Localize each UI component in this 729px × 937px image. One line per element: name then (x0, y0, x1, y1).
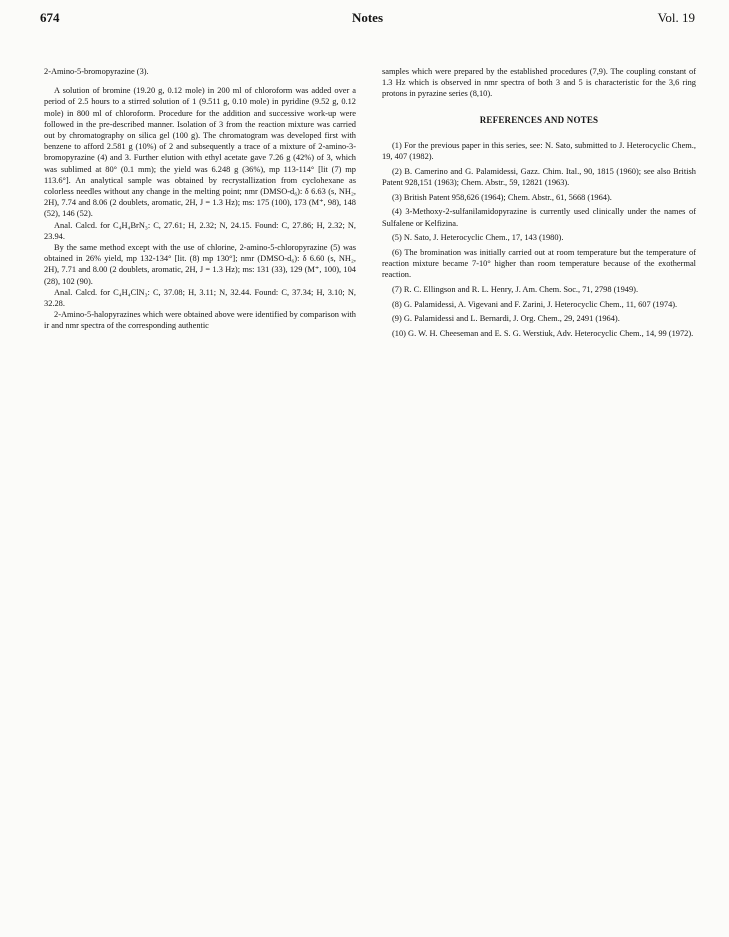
reference-item: (7) R. C. Ellingson and R. L. Henry, J. Am. Chem. Soc., 71, 2798 (1949). (392, 285, 639, 295)
paragraph-analysis-bromo: Anal. Calcd. for C₄H₄BrN₃: C, 27.61; H, 2.32; N, 24.15. Found: C, 27.86; H, 2.32; N, 23.94. (44, 220, 356, 241)
reference-item: (1) For the previous paper in this series, see: N. Sato, submitted to J. Heterocyclic Chem., 19, 407 (1982). (382, 140, 696, 162)
reference-item: (2) B. Camerino and G. Palamidessi, Gazz. Chim. Ital., 90, 1815 (1960); see also British Patent 928,151 (1963); Chem. Abstr., 59, 12821 (1963). (382, 166, 696, 187)
right-column (382, 66, 696, 343)
left-column (44, 66, 356, 332)
reference-item: (5) N. Sato, J. Heterocyclic Chem., 17, 143 (1980). (392, 233, 564, 243)
running-header (40, 10, 695, 32)
reference-item: (9) G. Palamidessi and L. Bernardi, J. Org. Chem., 29, 2491 (1964). (392, 314, 620, 324)
paragraph-identification: 2-Amino-5-halopyrazines which were obtained above were identified by comparison with ir and nmr spectra of the corresponding authentic (44, 310, 356, 331)
reference-item: (10) G. W. H. Cheeseman and E. S. G. Werstiuk, Adv. Heterocyclic Chem., 14, 99 (1972). (392, 329, 694, 339)
section-title: Notes (351, 10, 384, 25)
reference-item: (8) G. Palamidessi, A. Vigevani and F. Zarini, J. Heterocyclic Chem., 11, 607 (1974). (392, 299, 678, 309)
reference-item: (6) The bromination was initially carried out at room temperature but the temperature of reaction mixture became 7-10° higher than room temperature because of the exothermal reaction. (382, 247, 696, 280)
paragraph-chloro-method: By the same method except with the use of chlorine, 2-amino-5-chloropyrazine (5) was obtained in 26% yield, mp 132-134° [lit. (8) mp 130°]; nmr (DMSO-d₆): δ 6.60 (s, NH₂, 2H), 7.71 and 8.00 (2 doublets, aromatic, 2H, J = 1.3 Hz); ms: 131 (33), 129 (M⁺, 100), 104 (28), 102 (90). (44, 243, 356, 286)
references-list (382, 140, 696, 340)
references-heading: REFERENCES AND NOTES (479, 114, 599, 125)
paragraph-bromination-procedure: A solution of bromine (19.20 g, 0.12 mole) in 200 ml of chloroform was added over a period of 2.5 hours to a stirred solution of 1 (9.511 g, 0.10 mole) in pyridine (9.52 g, 0.12 mole) in 800 ml of chloroform. Procedure for the addition and successive work-up were followed in the pre-described manner. Isolation of 3 from the reaction mixture was carried out by chromatography on silica gel (100 g). The chromatogram was developed first with benzene to afford 2.581 g (10%) of 2 and subsequently a trace of a mixture of 2-amino-3-bromopyrazine (4) and 3. Further elution with ethyl acetate gave 7.26 g (42%) of 3, which was sublimed at 80° (0.1 mm); the yield was 6.248 g (36%), mp 113-114° [lit (7) mp 113.6°]. An analytical sample was obtained by recrystallization from cyclohexane as colorless needles without any change in the melting point; nmr (DMSO-d₆): δ 6.63 (s, NH₂, 2H), 7.74 and 8.06 (2 doublets, aromatic, 2H, J = 1.3 Hz); ms: 175 (100), 173 (M⁺, 98), 148 (52), 146 (52). (44, 86, 356, 219)
reference-item: (3) British Patent 958,626 (1964); Chem. Abstr., 61, 5668 (1964). (392, 192, 612, 202)
volume-label: Vol. 19 (657, 10, 695, 25)
paragraph-analysis-chloro: Anal. Calcd. for C₄H₄ClN₃: C, 37.08; H, 3.11; N, 32.44. Found: C, 37.34; H, 3.10; N, 32.28. (44, 287, 356, 309)
paragraph-continuation: samples which were prepared by the established procedures (7,9). The coupling constant of 1.3 Hz which is observed in nmr spectra of both 3 and 5 is characteristic for the 3,6 ring protons in pyrazine series (8,10). (382, 67, 696, 99)
reference-item: (4) 3-Methoxy-2-sulfanilamidopyrazine is currently used clinically under the names of Sulfalene or Kelfizina. (382, 207, 696, 228)
compound-heading: 2-Amino-5-bromopyrazine (3). (44, 67, 149, 76)
page-number: 674 (40, 10, 60, 25)
